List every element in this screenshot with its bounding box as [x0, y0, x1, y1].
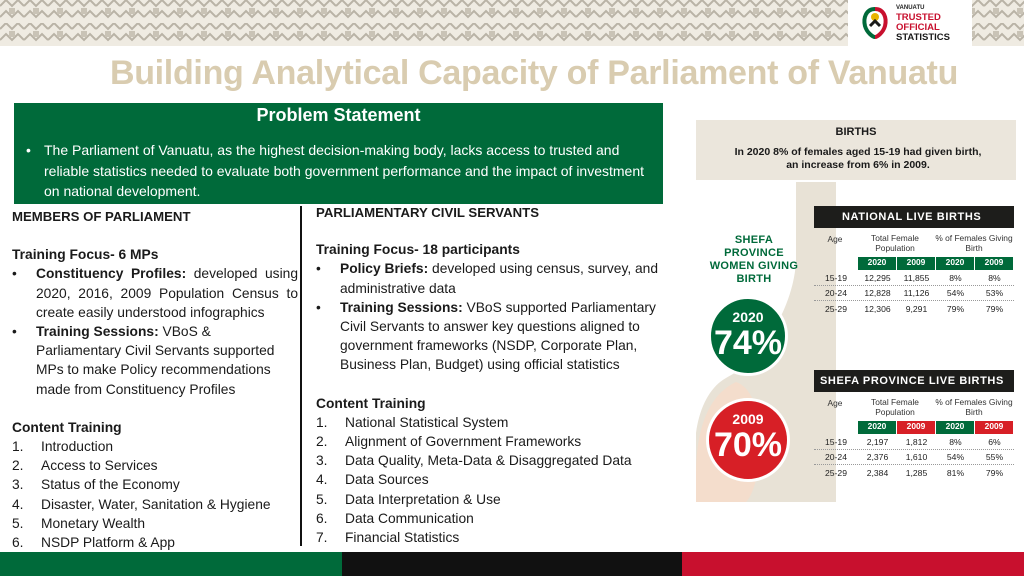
shefa-live-births-table: Age Total Female Population % of Females Giving Birth 2020 2009 2020 2009 15-19 2,197 1,812 8% 6% 20-24 2,376 1,610 54% 55% 25-29 2,384 1,285 81% 79%	[814, 394, 1014, 480]
logo-country: VANUATU	[896, 5, 925, 11]
page-title: Building Analytical Capacity of Parliament of Vanuatu	[109, 54, 959, 92]
list-item: 4. Disaster, Water, Sanitation & Hygiene	[12, 496, 271, 512]
table-row: 15-19 12,295 11,855 8% 8%	[814, 270, 1014, 286]
training-focus-participants: Training Focus- 18 participants	[316, 242, 520, 258]
national-live-births-table: Age Total Female Population % of Females Giving Birth 2020 2009 2020 2009 15-19 12,295 11,855 8% 8% 20-24 12,828 11,126 54% 53% 25-29 12,306 9,291 79% 79%	[814, 230, 1014, 316]
logo-line-2: OFFICIAL	[896, 22, 940, 33]
members-of-parliament-column	[12, 206, 298, 552]
list-item: 6. Data Communication	[316, 510, 474, 526]
table-row: 20-24 2,376 1,610 54% 55%	[814, 450, 1014, 465]
list-item: • Constituency Profiles: developed using 2020, 2016, 2009 Population Census to create easily understood infographics	[12, 266, 298, 320]
table-row: 25-29 12,306 9,291 79% 79%	[825, 303, 1004, 314]
civil-servants-column	[316, 203, 676, 547]
content-training-heading: Content Training	[12, 419, 122, 435]
list-item: • Training Sessions: VBoS & Parliamentary Civil Servants supported MPs to make Policy recommendations made from Constituency Profiles	[12, 324, 275, 397]
trusted-statistics-logo	[848, 0, 972, 46]
problem-statement-box	[14, 103, 663, 204]
list-item: 5. Data Interpretation & Use	[316, 491, 501, 507]
members-heading: MEMBERS OF PARLIAMENT	[12, 209, 191, 224]
table-row: 20-24 12,828 11,126 54% 53%	[814, 286, 1014, 301]
bullet-marker: •	[26, 142, 31, 158]
list-item: 1. Introduction	[12, 439, 114, 455]
list-item: 3. Data Quality, Meta-Data & Disaggregated Data	[316, 453, 632, 469]
list-item: 2. Access to Services	[12, 458, 158, 474]
circle-percent: 70%	[713, 426, 783, 464]
list-item: 5. Monetary Wealth	[12, 515, 146, 531]
circle-year: 2009	[732, 411, 764, 427]
column-divider	[300, 206, 302, 546]
list-item: 1. National Statistical System	[316, 414, 509, 430]
footer-bar-red	[682, 552, 1024, 576]
list-item: 4. Data Sources	[316, 472, 429, 488]
logo-emblem-icon	[860, 6, 890, 40]
problem-statement-text: The Parliament of Vanuatu, as the highest decision-making body, lacks access to trusted and reliable statistics needed to evaluate both government performance and the impact of investment on national development.	[44, 142, 645, 199]
circle-2020-percent	[708, 296, 788, 376]
list-item: • Policy Briefs: developed using census, survey, and administrative data	[316, 261, 659, 296]
logo-line-1: TRUSTED	[896, 12, 941, 23]
table-row: 15-19 2,197 1,812 8% 6%	[814, 434, 1014, 450]
circle-year: 2020	[732, 309, 764, 325]
problem-statement-title: Problem Statement	[256, 105, 421, 125]
births-card	[696, 120, 1016, 180]
logo-line-3: STATISTICS	[896, 32, 951, 43]
bullet-text: VBoS & Parliamentary Civil Servants supported MPs to make Policy recommendations made from Constituency Profiles	[36, 324, 275, 397]
bullet-bold: Training Sessions:	[36, 324, 159, 340]
shefa-women-label: SHEFA PROVINCE WOMEN GIVING BIRTH	[709, 234, 799, 285]
table-row: 25-29 2,384 1,285 81% 79%	[825, 467, 1004, 478]
births-summary: In 2020 8% of females aged 15-19 had given birth, an increase from 6% in 2009.	[734, 146, 982, 171]
circle-2009-percent	[706, 398, 790, 482]
content-training-heading: Content Training	[316, 395, 426, 411]
training-focus-mps: Training Focus- 6 MPs	[12, 247, 159, 263]
list-item: 3. Status of the Economy	[12, 477, 180, 493]
shefa-live-births-title: SHEFA PROVINCE LIVE BIRTHS	[814, 370, 1014, 392]
list-item: 2. Alignment of Government Frameworks	[316, 434, 582, 450]
national-live-births-title: NATIONAL LIVE BIRTHS	[814, 206, 1014, 228]
footer-bar-black	[342, 552, 682, 576]
problem-statement-body	[14, 126, 663, 202]
civil-servants-heading: PARLIAMENTARY CIVIL SERVANTS	[316, 205, 539, 220]
bullet-text: developed using 2020, 2016, 2009 Population Census to create easily understood infographics	[36, 266, 298, 320]
births-title: BIRTHS	[835, 126, 877, 138]
circle-percent: 74%	[713, 324, 783, 362]
list-item: • Training Sessions: VBoS supported Parliamentary Civil Servants to answer key questions aligned to government frameworks (NSDP, Corporate Plan, Business Plan, Budget) using official statistics	[316, 299, 656, 373]
footer-bar-green	[0, 552, 342, 576]
bullet-bold: Constituency Profiles:	[36, 266, 187, 282]
list-item: 6. NSDP Platform & App	[12, 535, 175, 551]
list-item: 7. Financial Statistics	[316, 530, 460, 546]
